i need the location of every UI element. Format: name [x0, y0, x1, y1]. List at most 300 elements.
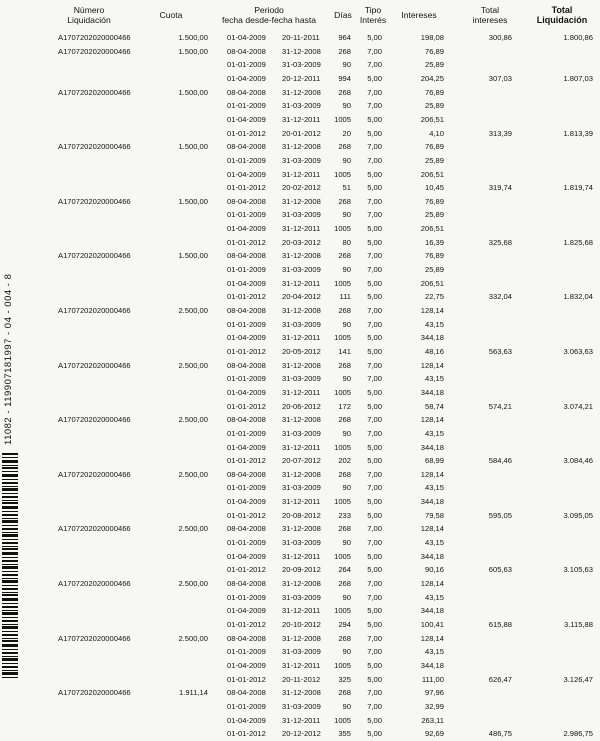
cell-tipo-interes: 7,00 [367, 60, 382, 70]
cell-fecha-desde: 08-04-2008 [227, 142, 266, 152]
table-row [0, 181, 600, 195]
cell-dias: 994 [338, 73, 351, 83]
cell-fecha-hasta: 31-12-2008 [282, 142, 321, 152]
cell-fecha-hasta: 31-12-2011 [282, 442, 321, 452]
cell-fecha-hasta: 31-12-2008 [282, 360, 321, 370]
cell-fecha-hasta: 31-12-2011 [282, 278, 321, 288]
cell-fecha-desde: 01-01-2012 [227, 565, 266, 575]
cell-intereses: 43,15 [424, 538, 444, 548]
cell-dias: 233 [338, 510, 351, 520]
cell-intereses: 76,89 [424, 251, 444, 261]
cell-tipo-interes: 5,00 [367, 333, 382, 343]
cell-fecha-hasta: 31-12-2008 [282, 469, 321, 479]
cell-tipo-interes: 5,00 [367, 442, 382, 452]
cell-fecha-desde: 01-04-2009 [227, 333, 266, 343]
cell-dias: 268 [338, 87, 351, 97]
cell-fecha-desde: 01-04-2009 [227, 497, 266, 507]
cell-intereses: 43,15 [424, 374, 444, 384]
cell-fecha-desde: 01-01-2012 [227, 674, 266, 684]
table-row [0, 522, 600, 536]
cell-tipo-interes: 5,00 [367, 278, 382, 288]
cell-total-liquidacion: 3.074,21 [563, 401, 593, 411]
cell-total-intereses: 486,75 [488, 729, 512, 739]
cell-fecha-desde: 01-01-2009 [227, 483, 266, 493]
cell-fecha-hasta: 31-12-2011 [282, 224, 321, 234]
header-periodo: Periodo fecha desde-fecha hasta [221, 5, 317, 25]
cell-dias: 90 [342, 265, 351, 275]
cell-fecha-desde: 01-01-2009 [227, 60, 266, 70]
cell-fecha-desde: 01-04-2009 [227, 73, 266, 83]
table-row [0, 263, 600, 277]
cell-intereses: 4,10 [429, 128, 444, 138]
cell-fecha-hasta: 31-12-2008 [282, 579, 321, 588]
cell-total-intereses: 563,63 [488, 346, 512, 356]
table-row [0, 700, 600, 714]
cell-fecha-desde: 01-04-2009 [227, 442, 266, 452]
cell-fecha-hasta: 31-12-2008 [282, 46, 321, 56]
table-row [0, 127, 600, 141]
cell-dias: 90 [342, 155, 351, 165]
cell-tipo-interes: 5,00 [367, 346, 382, 356]
cell-fecha-hasta: 20-01-2012 [282, 128, 321, 138]
cell-numero-liquidacion: A1707202020000466 [58, 251, 131, 261]
cell-intereses: 68,99 [424, 456, 444, 466]
table-row [0, 686, 600, 700]
table-row [0, 290, 600, 304]
cell-dias: 268 [338, 46, 351, 56]
cell-fecha-hasta: 31-12-2011 [282, 660, 321, 670]
table-row [0, 45, 600, 59]
cell-fecha-desde: 01-04-2009 [227, 660, 266, 670]
table-row [0, 591, 600, 605]
cell-tipo-interes: 5,00 [367, 619, 382, 629]
cell-intereses: 128,14 [420, 360, 444, 370]
cell-intereses: 43,15 [424, 483, 444, 493]
cell-dias: 268 [338, 196, 351, 206]
cell-numero-liquidacion: A1707202020000466 [58, 469, 131, 479]
cell-numero-liquidacion: A1707202020000466 [58, 688, 131, 698]
table-row [0, 400, 600, 414]
cell-fecha-hasta: 20-12-2011 [282, 73, 321, 83]
cell-tipo-interes: 5,00 [367, 565, 382, 575]
cell-cuota: 2.500,00 [178, 524, 208, 534]
cell-tipo-interes: 7,00 [367, 360, 382, 370]
cell-dias: 268 [338, 579, 351, 588]
cell-dias: 1005 [334, 551, 351, 561]
cell-tipo-interes: 5,00 [367, 224, 382, 234]
table-row [0, 481, 600, 495]
cell-fecha-hasta: 31-12-2008 [282, 633, 321, 643]
cell-total-intereses: 584,46 [488, 456, 512, 466]
cell-dias: 141 [338, 346, 351, 356]
cell-fecha-desde: 08-04-2008 [227, 688, 266, 698]
cell-fecha-hasta: 20-09-2012 [282, 565, 321, 575]
cell-intereses: 128,14 [420, 524, 444, 534]
header-cuota: Cuota [159, 10, 183, 20]
cell-fecha-hasta: 31-03-2009 [282, 101, 321, 111]
cell-tipo-interes: 7,00 [367, 265, 382, 275]
cell-fecha-desde: 01-01-2009 [227, 155, 266, 165]
table-row [0, 140, 600, 154]
cell-dias: 1005 [334, 169, 351, 179]
header-total-liquidacion: Total Liquidación [536, 5, 588, 25]
cell-total-liquidacion: 1.832,04 [563, 292, 593, 302]
cell-intereses: 97,96 [424, 688, 444, 698]
cell-fecha-hasta: 31-03-2009 [282, 60, 321, 70]
cell-tipo-interes: 7,00 [367, 374, 382, 384]
cell-intereses: 92,69 [424, 729, 444, 739]
cell-fecha-hasta: 20-10-2012 [282, 619, 321, 629]
cell-dias: 90 [342, 210, 351, 220]
cell-dias: 1005 [334, 224, 351, 234]
cell-fecha-hasta: 31-12-2011 [282, 387, 321, 397]
cell-tipo-interes: 5,00 [367, 729, 382, 739]
cell-intereses: 206,51 [420, 169, 444, 179]
cell-numero-liquidacion: A1707202020000466 [58, 579, 131, 588]
cell-fecha-desde: 01-01-2012 [227, 128, 266, 138]
cell-fecha-desde: 01-01-2012 [227, 237, 266, 247]
cell-fecha-hasta: 31-12-2011 [282, 606, 321, 616]
cell-dias: 90 [342, 592, 351, 602]
cell-dias: 355 [338, 729, 351, 739]
table-row [0, 359, 600, 373]
cell-intereses: 16,39 [424, 237, 444, 247]
cell-tipo-interes: 5,00 [367, 456, 382, 466]
cell-intereses: 76,89 [424, 196, 444, 206]
cell-tipo-interes: 5,00 [367, 715, 382, 725]
cell-tipo-interes: 5,00 [367, 660, 382, 670]
cell-tipo-interes: 5,00 [367, 606, 382, 616]
cell-cuota: 2.500,00 [178, 633, 208, 643]
cell-intereses: 43,15 [424, 647, 444, 657]
cell-tipo-interes: 5,00 [367, 128, 382, 138]
cell-fecha-hasta: 31-12-2008 [282, 524, 321, 534]
cell-tipo-interes: 7,00 [367, 579, 382, 588]
cell-tipo-interes: 7,00 [367, 538, 382, 548]
cell-cuota: 2.500,00 [178, 579, 208, 588]
cell-intereses: 198,08 [420, 33, 444, 42]
header-dias: Días [334, 10, 352, 20]
cell-total-intereses: 307,03 [488, 73, 512, 83]
cell-dias: 1005 [334, 114, 351, 124]
cell-tipo-interes: 7,00 [367, 428, 382, 438]
cell-fecha-hasta: 31-03-2009 [282, 265, 321, 275]
cell-fecha-desde: 08-04-2008 [227, 251, 266, 261]
table-row [0, 372, 600, 386]
cell-fecha-hasta: 20-07-2012 [282, 456, 321, 466]
header-total-intereses: Total intereses [472, 5, 508, 25]
cell-total-liquidacion: 1.819,74 [563, 183, 593, 193]
cell-tipo-interes: 7,00 [367, 196, 382, 206]
cell-fecha-hasta: 31-03-2009 [282, 538, 321, 548]
cell-tipo-interes: 7,00 [367, 469, 382, 479]
header-numero: Número Liquidación [67, 5, 111, 25]
table-row [0, 509, 600, 523]
cell-intereses: 43,15 [424, 428, 444, 438]
cell-fecha-desde: 01-01-2009 [227, 701, 266, 711]
cell-tipo-interes: 5,00 [367, 114, 382, 124]
table-row [0, 468, 600, 482]
cell-cuota: 2.500,00 [178, 306, 208, 315]
cell-cuota: 1.500,00 [178, 142, 208, 152]
cell-tipo-interes: 7,00 [367, 46, 382, 56]
cell-total-liquidacion: 2.986,75 [563, 729, 593, 739]
cell-dias: 90 [342, 483, 351, 493]
cell-tipo-interes: 7,00 [367, 647, 382, 657]
cell-fecha-desde: 08-04-2008 [227, 306, 266, 315]
cell-intereses: 344,18 [420, 606, 444, 616]
cell-total-intereses: 325,68 [488, 237, 512, 247]
table-row [0, 413, 600, 427]
cell-intereses: 32,99 [424, 701, 444, 711]
table-row [0, 427, 600, 441]
cell-intereses: 344,18 [420, 387, 444, 397]
cell-cuota: 1.500,00 [178, 251, 208, 261]
cell-dias: 90 [342, 319, 351, 329]
cell-numero-liquidacion: A1707202020000466 [58, 33, 131, 42]
cell-cuota: 1.500,00 [178, 33, 208, 42]
cell-intereses: 128,14 [420, 633, 444, 643]
cell-intereses: 79,58 [424, 510, 444, 520]
cell-tipo-interes: 5,00 [367, 401, 382, 411]
cell-intereses: 43,15 [424, 592, 444, 602]
cell-dias: 1005 [334, 497, 351, 507]
cell-fecha-hasta: 31-03-2009 [282, 701, 321, 711]
cell-dias: 202 [338, 456, 351, 466]
table-row [0, 495, 600, 509]
cell-intereses: 25,89 [424, 101, 444, 111]
cell-total-liquidacion: 3.126,47 [563, 674, 593, 684]
cell-fecha-hasta: 20-06-2012 [282, 401, 321, 411]
cell-tipo-interes: 5,00 [367, 183, 382, 193]
table-row [0, 386, 600, 400]
cell-dias: 90 [342, 374, 351, 384]
cell-fecha-desde: 01-01-2012 [227, 183, 266, 193]
cell-dias: 90 [342, 647, 351, 657]
cell-intereses: 128,14 [420, 579, 444, 588]
header-tipo: Tipo Interés [359, 5, 387, 25]
cell-fecha-desde: 01-01-2012 [227, 619, 266, 629]
cell-tipo-interes: 7,00 [367, 415, 382, 425]
cell-fecha-desde: 01-01-2012 [227, 292, 266, 302]
cell-dias: 20 [342, 128, 351, 138]
cell-tipo-interes: 7,00 [367, 306, 382, 315]
cell-cuota: 1.500,00 [178, 87, 208, 97]
cell-total-liquidacion: 1.825,68 [563, 237, 593, 247]
cell-numero-liquidacion: A1707202020000466 [58, 633, 131, 643]
cell-fecha-desde: 01-04-2009 [227, 169, 266, 179]
cell-numero-liquidacion: A1707202020000466 [58, 196, 131, 206]
cell-total-liquidacion: 1.807,03 [563, 73, 593, 83]
cell-dias: 1005 [334, 660, 351, 670]
cell-cuota: 1.500,00 [178, 196, 208, 206]
cell-intereses: 204,25 [420, 73, 444, 83]
cell-dias: 80 [342, 237, 351, 247]
cell-intereses: 25,89 [424, 265, 444, 275]
cell-dias: 1005 [334, 442, 351, 452]
cell-fecha-desde: 08-04-2008 [227, 524, 266, 534]
cell-tipo-interes: 7,00 [367, 483, 382, 493]
cell-numero-liquidacion: A1707202020000466 [58, 524, 131, 534]
cell-dias: 964 [338, 33, 351, 42]
cell-dias: 1005 [334, 387, 351, 397]
cell-tipo-interes: 7,00 [367, 524, 382, 534]
cell-cuota: 1.911,14 [179, 688, 208, 698]
table-row [0, 236, 600, 250]
cell-numero-liquidacion: A1707202020000466 [58, 142, 131, 152]
cell-fecha-desde: 01-01-2009 [227, 210, 266, 220]
table-row [0, 154, 600, 168]
cell-numero-liquidacion: A1707202020000466 [58, 46, 131, 56]
table-header [0, 0, 600, 30]
cell-fecha-hasta: 31-12-2011 [282, 114, 321, 124]
cell-fecha-desde: 01-01-2009 [227, 101, 266, 111]
cell-tipo-interes: 7,00 [367, 87, 382, 97]
cell-dias: 111 [339, 292, 351, 302]
table-row [0, 318, 600, 332]
cell-dias: 90 [342, 701, 351, 711]
table-row [0, 345, 600, 359]
cell-dias: 325 [338, 674, 351, 684]
cell-intereses: 90,16 [424, 565, 444, 575]
table-row [0, 550, 600, 564]
cell-intereses: 43,15 [424, 319, 444, 329]
cell-tipo-interes: 7,00 [367, 633, 382, 643]
cell-fecha-desde: 01-04-2009 [227, 33, 266, 42]
cell-fecha-desde: 08-04-2008 [227, 87, 266, 97]
cell-tipo-interes: 7,00 [367, 101, 382, 111]
cell-fecha-desde: 01-01-2009 [227, 265, 266, 275]
cell-intereses: 206,51 [420, 224, 444, 234]
cell-dias: 90 [342, 428, 351, 438]
cell-total-liquidacion: 1.813,39 [563, 128, 593, 138]
cell-intereses: 344,18 [420, 442, 444, 452]
cell-fecha-hasta: 20-04-2012 [282, 292, 321, 302]
cell-numero-liquidacion: A1707202020000466 [58, 87, 131, 97]
cell-fecha-hasta: 31-12-2008 [282, 688, 321, 698]
cell-fecha-desde: 01-01-2012 [227, 346, 266, 356]
cell-fecha-desde: 08-04-2008 [227, 46, 266, 56]
cell-fecha-hasta: 31-12-2011 [282, 333, 321, 343]
cell-dias: 268 [338, 415, 351, 425]
cell-fecha-hasta: 20-08-2012 [282, 510, 321, 520]
cell-fecha-desde: 01-04-2009 [227, 278, 266, 288]
cell-tipo-interes: 5,00 [367, 169, 382, 179]
cell-total-liquidacion: 3.095,05 [563, 510, 593, 520]
cell-dias: 1005 [334, 606, 351, 616]
cell-intereses: 128,14 [420, 306, 444, 315]
cell-fecha-hasta: 20-11-2011 [282, 33, 320, 42]
cell-tipo-interes: 7,00 [367, 155, 382, 165]
cell-fecha-desde: 01-01-2009 [227, 374, 266, 384]
cell-dias: 268 [338, 306, 351, 315]
cell-intereses: 206,51 [420, 278, 444, 288]
cell-total-liquidacion: 3.105,63 [563, 565, 593, 575]
cell-tipo-interes: 7,00 [367, 701, 382, 711]
cell-fecha-desde: 01-01-2012 [227, 456, 266, 466]
cell-intereses: 344,18 [420, 660, 444, 670]
table-row [0, 645, 600, 659]
cell-fecha-hasta: 31-12-2008 [282, 306, 321, 315]
side-reference-code: 11082 - 119907181997 - 04 - 004 - 8 [3, 273, 14, 445]
cell-fecha-desde: 01-04-2009 [227, 551, 266, 561]
cell-fecha-desde: 01-01-2012 [227, 401, 266, 411]
cell-intereses: 25,89 [424, 60, 444, 70]
cell-fecha-desde: 08-04-2008 [227, 196, 266, 206]
table-row [0, 454, 600, 468]
cell-fecha-hasta: 31-03-2009 [282, 483, 321, 493]
cell-cuota: 1.500,00 [178, 46, 208, 56]
cell-numero-liquidacion: A1707202020000466 [58, 360, 131, 370]
cell-cuota: 2.500,00 [178, 415, 208, 425]
cell-fecha-hasta: 20-03-2012 [282, 237, 321, 247]
cell-dias: 1005 [334, 333, 351, 343]
cell-fecha-hasta: 20-05-2012 [282, 346, 321, 356]
cell-tipo-interes: 5,00 [367, 551, 382, 561]
cell-fecha-desde: 01-01-2009 [227, 538, 266, 548]
cell-tipo-interes: 5,00 [367, 73, 382, 83]
cell-cuota: 2.500,00 [178, 360, 208, 370]
cell-dias: 268 [338, 633, 351, 643]
cell-tipo-interes: 7,00 [367, 142, 382, 152]
table-row [0, 331, 600, 345]
cell-fecha-hasta: 31-03-2009 [282, 592, 321, 602]
cell-fecha-hasta: 20-12-2012 [282, 729, 321, 739]
cell-intereses: 344,18 [420, 551, 444, 561]
cell-tipo-interes: 5,00 [367, 387, 382, 397]
cell-total-intereses: 626,47 [488, 674, 512, 684]
cell-dias: 264 [338, 565, 351, 575]
cell-cuota: 2.500,00 [178, 469, 208, 479]
cell-fecha-hasta: 31-12-2011 [282, 169, 321, 179]
cell-total-intereses: 319,74 [488, 183, 512, 193]
cell-fecha-desde: 08-04-2008 [227, 469, 266, 479]
cell-total-liquidacion: 3.063,63 [563, 346, 593, 356]
cell-fecha-hasta: 31-12-2011 [282, 551, 321, 561]
table-row [0, 536, 600, 550]
table-row [0, 31, 600, 45]
cell-fecha-desde: 01-04-2009 [227, 224, 266, 234]
cell-intereses: 25,89 [424, 155, 444, 165]
cell-total-liquidacion: 3.115,88 [564, 619, 593, 629]
cell-tipo-interes: 5,00 [367, 33, 382, 42]
cell-fecha-desde: 01-01-2012 [227, 510, 266, 520]
cell-tipo-interes: 5,00 [367, 292, 382, 302]
cell-total-intereses: 332,04 [488, 292, 512, 302]
table-row [0, 222, 600, 236]
cell-dias: 268 [338, 142, 351, 152]
cell-dias: 172 [338, 401, 351, 411]
table-row [0, 58, 600, 72]
cell-tipo-interes: 5,00 [367, 674, 382, 684]
cell-fecha-hasta: 20-02-2012 [282, 183, 321, 193]
cell-intereses: 58,74 [424, 401, 444, 411]
cell-intereses: 111,00 [421, 674, 444, 684]
cell-total-intereses: 595,05 [488, 510, 512, 520]
cell-fecha-hasta: 31-03-2009 [282, 210, 321, 220]
cell-total-liquidacion: 1.800,86 [563, 33, 593, 42]
cell-intereses: 76,89 [424, 142, 444, 152]
table-row [0, 304, 600, 318]
table-row [0, 195, 600, 209]
cell-tipo-interes: 7,00 [367, 592, 382, 602]
cell-tipo-interes: 5,00 [367, 510, 382, 520]
cell-fecha-hasta: 31-03-2009 [282, 428, 321, 438]
table-row [0, 563, 600, 577]
cell-fecha-desde: 08-04-2008 [227, 579, 266, 588]
table-row [0, 113, 600, 127]
cell-fecha-desde: 01-01-2012 [227, 729, 266, 739]
